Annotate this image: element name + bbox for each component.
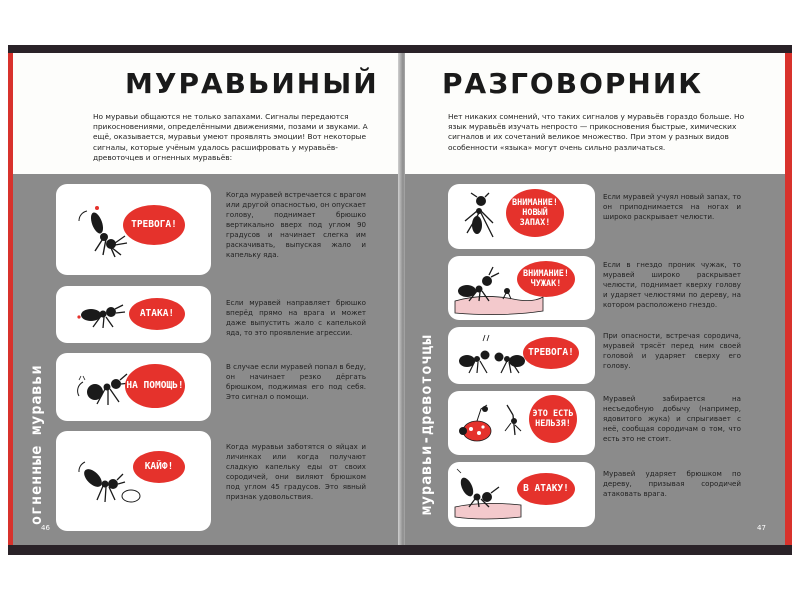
right-side-label: муравьи-древоточцы	[417, 334, 435, 515]
warning-speech-bubble: ТРЕВОГА!	[523, 337, 579, 369]
left-page	[13, 53, 401, 545]
signal-description: Муравей ударяет брюшком по дереву, призывая сородичей атаковать врага.	[603, 469, 741, 498]
left-page-number: 46	[41, 524, 50, 532]
signal-description: Когда муравей встречается с врагом или другой опасностью, он опускает голову, поднимает брюшко вертикально вверх под углом 90 градусов и начинает слегка им раскачивать, выпуская жало и капельку яда.	[226, 190, 366, 259]
alarm-speech-bubble: ТРЕВОГА!	[123, 205, 185, 245]
ant-help-icon	[75, 370, 131, 410]
ant-charge-icon	[453, 465, 523, 521]
signal-description: Муравей забирается на несъедобную добычу (например, ядовитого жука) и спрыгивает с неё, сообщая сородичам о том, что есть это не стоит.	[603, 394, 741, 443]
intruder-speech-bubble: ВНИМАНИЕ! ЧУЖАК!	[517, 261, 575, 297]
ant-attack-icon	[71, 301, 131, 331]
left-side-label: огненные муравьи	[27, 364, 45, 525]
right-red-edge	[784, 53, 792, 545]
help-speech-bubble: НА ПОМОЩЬ!	[125, 364, 185, 408]
signal-description: В случае если муравей попал в беду, он начинает резко дёргать брюшком, поджимая его под себя. Это сигнал о помощи.	[226, 362, 366, 401]
right-page	[405, 53, 785, 545]
pleasure-speech-bubble: КАЙФ!	[133, 451, 185, 483]
inedible-speech-bubble: ЭТО ЕСТЬ НЕЛЬЗЯ!	[529, 395, 577, 443]
right-page-title: РАЗГОВОРНИК	[442, 67, 704, 100]
left-page-title: МУРАВЬИНЫЙ	[125, 67, 379, 100]
left-intro-text: Но муравьи общаются не только запахами. Сигналы передаются прикосновениями, определёнными движениями, позами и звуками. А ещё, оказывается, муравьи умеют проявлять эмоции! Вот некоторые сигналы, которые учёным удалось расшифровать у муравьёв-древоточцев и огненных муравьёв:	[93, 112, 368, 162]
signal-description: Если муравей учуял новый запах, то он приподнимается на ногах и широко раскрывает челюсти.	[603, 192, 741, 221]
attack-speech-bubble: АТАКА!	[129, 298, 185, 330]
signal-description: Если в гнездо проник чужак, то муравей широко раскрывает челюсти, поднимает кверху голову и ударяет челюстями по дереву, на котором расположено гнездо.	[603, 260, 741, 309]
signal-description: При опасности, встречая сородича, муравей трясёт перед ним своей головой и ударяет сверху его голову.	[603, 331, 741, 370]
new-smell-speech-bubble: ВНИМАНИЕ! НОВЫЙ ЗАПАХ!	[506, 189, 564, 237]
charge-speech-bubble: В АТАКУ!	[517, 473, 575, 505]
ant-alarm-icon	[73, 203, 133, 263]
ant-inedible-icon	[457, 395, 537, 451]
ant-new-smell-icon	[459, 193, 499, 245]
right-intro-text: Нет никаких сомнений, что таких сигналов у муравьёв гораздо больше. Но язык муравьёв изучать непросто — прикосновения быстрые, химических сигналов и их сочетаний великое множество. При этом у разных видов особенности «языка» могут очень сильно различаться.	[448, 112, 745, 152]
right-page-number: 47	[757, 524, 766, 532]
signal-description: Если муравей направляет брюшко вперёд прямо на врага и может даже выпустить жало с капелькой яда, то это проявление агрессии.	[226, 298, 366, 337]
ant-pleasure-icon	[73, 448, 143, 508]
signal-description: Когда муравьи заботятся о яйцах и личинках или когда получают сладкую капельку еды от своих сородичей, они виляют брюшком под углом 45 градусов. Это явный признак удовольствия.	[226, 442, 366, 501]
